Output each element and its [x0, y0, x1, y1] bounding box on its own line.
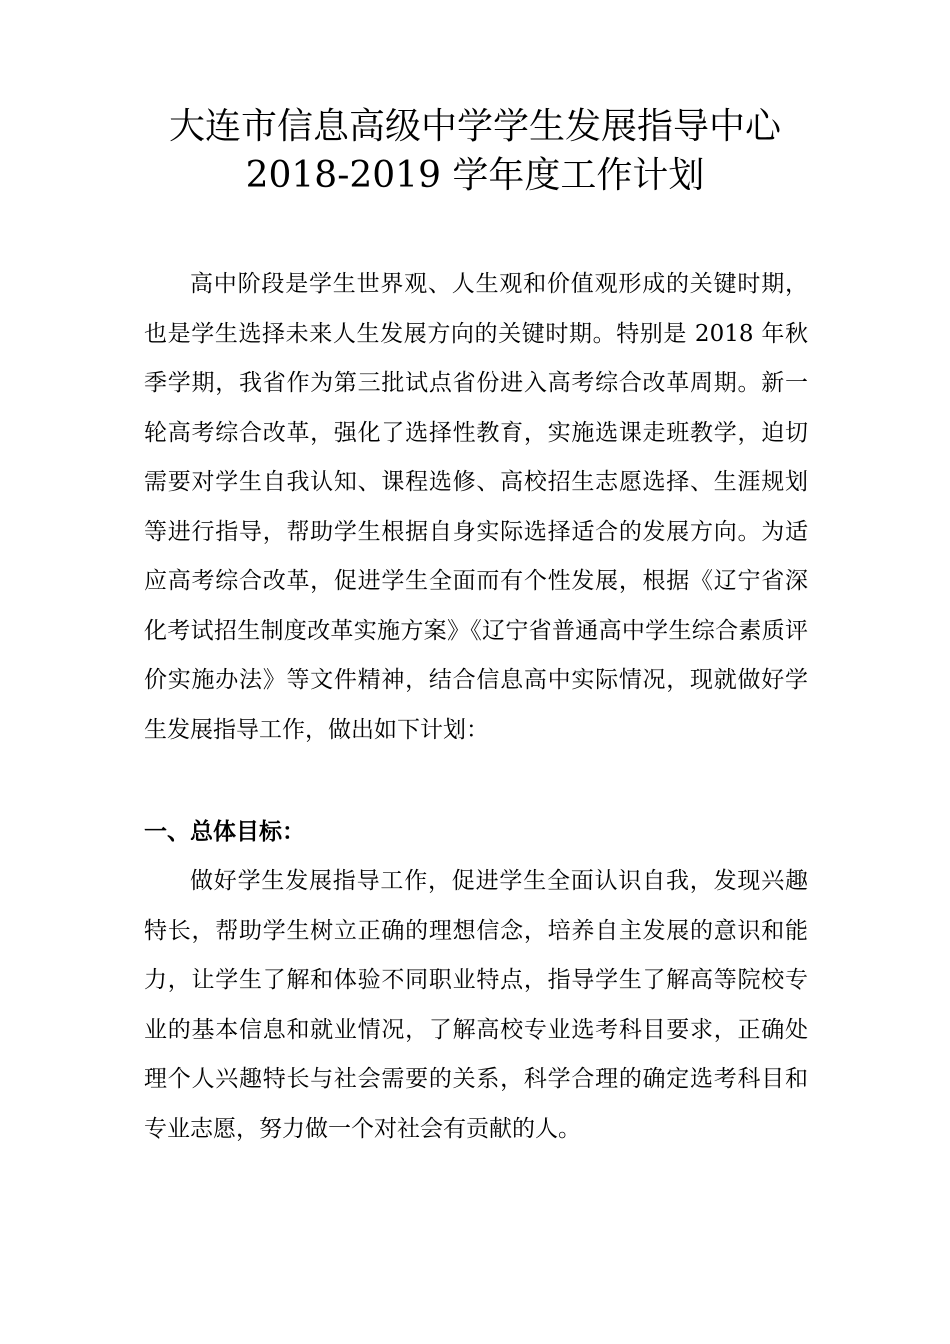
section-paragraph-overall-goals: 做好学生发展指导工作，促进学生全面认识自我，发现兴趣特长，帮助学生树立正确的理想信念，培养自主发展的意识和能力，让学生了解和体验不同职业特点，指导学生了解高等院校专业的基本信息和就业情况，了解高校专业选考科目要求，正确处理个人兴趣特长与社会需要的关系，科学合理的确定选考科目和专业志愿，努力做一个对社会有贡献的人。 — [144, 868, 808, 1142]
intro-paragraph: 高中阶段是学生世界观、人生观和价值观形成的关键时期，也是学生选择未来人生发展方向的关键时期。特别是 2018 年秋季学期，我省作为第三批试点省份进入高考综合改革周期。新一轮高考综合改革，强化了选择性教育，实施选课走班教学，迫切需要对学生自我认知、课程选修、高校招生志愿选择、生涯规划等进行指导，帮助学生根据自身实际选择适合的发展方向。为适应高考综合改革，促进学生全面而有个性发展，根据《辽宁省深化考试招生制度改革实施方案》《辽宁省普通高中学生综合素质评价实施办法》等文件精神，结合信息高中实际情况，现就做好学生发展指导工作，做出如下计划： — [144, 271, 808, 743]
document-title-line-1: 大连市信息高级中学学生发展指导中心 — [168, 106, 781, 147]
section-heading-overall-goals: 一、总体目标： — [144, 819, 305, 845]
document-title-line-2: 2018-2019 学年度工作计划 — [245, 155, 705, 196]
